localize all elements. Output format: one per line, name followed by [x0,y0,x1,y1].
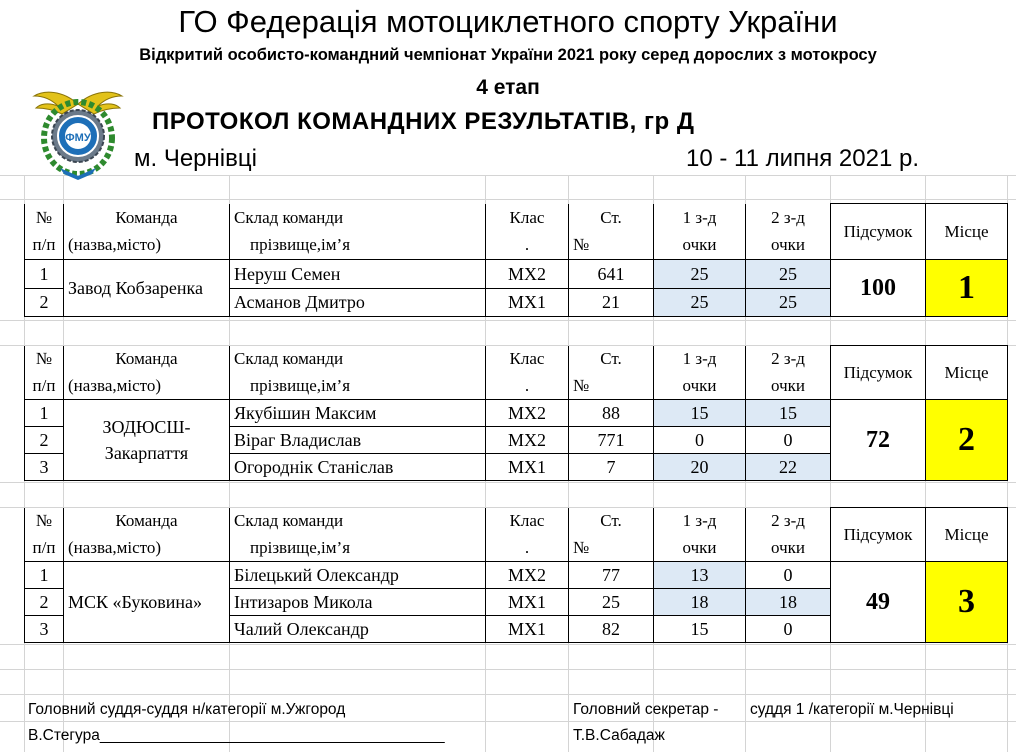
col-total-header: Підсумок [831,508,926,562]
col-race2-header-2: очки [746,232,831,260]
col-squad-header: Склад команди [230,204,486,232]
rider-class: MX1 [486,589,569,616]
rider-race1: 18 [654,589,746,616]
rider-start: 21 [569,289,654,317]
rider-name: Інтизаров Микола [230,589,486,616]
rider-race1: 15 [654,400,746,427]
rider-race2: 0 [746,616,831,643]
rider-race2: 18 [746,589,831,616]
col-squad-header-2: прізвище,ім’я [230,535,486,562]
rider-start: 25 [569,589,654,616]
rider-start: 82 [569,616,654,643]
rider-race2: 25 [746,289,831,317]
rider-start: 771 [569,427,654,454]
rider-class: MX2 [486,400,569,427]
rider-race1: 13 [654,562,746,589]
col-num-header-2: п/п [25,373,64,400]
col-race1-header: 1 з-д [654,508,746,535]
rider-num: 3 [25,616,64,643]
championship-subtitle: Відкритий особисто-командний чемпіонат України 2021 року серед дорослих з мотокросу [139,46,877,64]
federation-title: ГО Федерація мотоциклетного спорту України [178,4,838,39]
rider-race2: 15 [746,400,831,427]
col-place-header: Місце [926,204,1008,260]
rider-num: 3 [25,454,64,481]
col-start-header-2: № [569,373,654,400]
rider-start: 88 [569,400,654,427]
rider-row [25,562,1008,589]
rider-class: MX2 [486,427,569,454]
team-place: 1 [926,260,1008,317]
col-start-header-2: № [569,535,654,562]
col-race2-header: 2 з-д [746,508,831,535]
col-num-header-2: п/п [25,232,64,260]
team-total: 72 [831,400,926,481]
rider-row [25,260,1008,289]
rider-race1: 20 [654,454,746,481]
rider-name: Чалий Олександр [230,616,486,643]
rider-num: 1 [25,260,64,289]
col-start-header: Ст. [569,346,654,373]
rider-start: 7 [569,454,654,481]
col-race2-header: 2 з-д [746,346,831,373]
col-class-header-2: . [486,373,569,400]
col-start-header: Ст. [569,204,654,232]
team-name-line1: ЗОДЮСШ- [102,417,191,437]
col-race1-header-2: очки [654,232,746,260]
team-table-3 [24,507,1008,643]
col-team-header-2: (назва,місто) [64,232,230,260]
col-squad-header-2: прізвище,ім’я [230,232,486,260]
col-start-header-2: № [569,232,654,260]
logo-text: ФМУ [65,132,91,144]
rider-class: MX1 [486,289,569,317]
rider-race1: 15 [654,616,746,643]
col-class-header-2: . [486,535,569,562]
secretary-category: суддя 1 /категорії м.Чернівці [750,701,954,718]
rider-num: 1 [25,562,64,589]
rider-class: MX2 [486,260,569,289]
col-race1-header-2: очки [654,373,746,400]
col-race2-header: 2 з-д [746,204,831,232]
col-num-header: № [25,204,64,232]
col-num-header: № [25,346,64,373]
rider-num: 2 [25,589,64,616]
team-name: МСК «Буковина» [64,562,230,643]
col-total-header: Підсумок [831,204,926,260]
rider-race2: 22 [746,454,831,481]
team-total: 49 [831,562,926,643]
rider-row [25,400,1008,427]
col-place-header: Місце [926,508,1008,562]
rider-name: Асманов Дмитро [230,289,486,317]
event-date: 10 - 11 липня 2021 р. [686,145,920,172]
rider-start: 641 [569,260,654,289]
col-class-header: Клас [486,346,569,373]
col-total-header: Підсумок [831,346,926,400]
chief-judge-label: Головний суддя-суддя н/категорії м.Ужгород [28,701,346,718]
rider-race2: 25 [746,260,831,289]
rider-num: 2 [25,427,64,454]
protocol-title: ПРОТОКОЛ КОМАНДНИХ РЕЗУЛЬТАТІВ, гр Д [152,108,695,135]
rider-race1: 25 [654,289,746,317]
chief-judge-signature: В.Стегура________________________________________ [28,727,445,744]
col-race1-header-2: очки [654,535,746,562]
col-num-header: № [25,508,64,535]
secretary-signature: Т.В.Сабадаж [573,727,665,744]
team-table-1 [24,203,1008,317]
federation-logo [32,84,124,180]
col-team-header: Команда [64,508,230,535]
col-class-header: Клас [486,508,569,535]
rider-class: MX1 [486,454,569,481]
stage-label: 4 етап [476,76,540,99]
rider-race2: 0 [746,427,831,454]
rider-race1: 25 [654,260,746,289]
rider-race2: 0 [746,562,831,589]
team-place: 2 [926,400,1008,481]
rider-num: 2 [25,289,64,317]
col-squad-header: Склад команди [230,508,486,535]
rider-class: MX1 [486,616,569,643]
team-table-2 [24,345,1008,481]
team-name-line2: Закарпаття [104,443,189,463]
col-team-header: Команда [64,346,230,373]
col-class-header: Клас [486,204,569,232]
col-race2-header-2: очки [746,373,831,400]
col-place-header: Місце [926,346,1008,400]
rider-name: Білецький Олександр [230,562,486,589]
rider-start: 77 [569,562,654,589]
rider-name: Огороднік Станіслав [230,454,486,481]
rider-class: MX2 [486,562,569,589]
secretary-label: Головний секретар - [573,701,719,718]
team-name [64,400,230,481]
col-squad-header: Склад команди [230,346,486,373]
col-race1-header: 1 з-д [654,346,746,373]
rider-name: Неруш Семен [230,260,486,289]
rider-num: 1 [25,400,64,427]
col-num-header-2: п/п [25,535,64,562]
col-start-header: Ст. [569,508,654,535]
team-name: Завод Кобзаренка [64,260,230,317]
team-place: 3 [926,562,1008,643]
event-city: м. Чернівці [134,145,257,172]
col-team-header-2: (назва,місто) [64,535,230,562]
col-race1-header: 1 з-д [654,204,746,232]
col-team-header-2: (назва,місто) [64,373,230,400]
rider-name: Якубішин Максим [230,400,486,427]
col-team-header: Команда [64,204,230,232]
col-squad-header-2: прізвище,ім’я [230,373,486,400]
team-total: 100 [831,260,926,317]
col-class-header-2: . [486,232,569,260]
col-race2-header-2: очки [746,535,831,562]
rider-race1: 0 [654,427,746,454]
rider-name: Віраг Владислав [230,427,486,454]
